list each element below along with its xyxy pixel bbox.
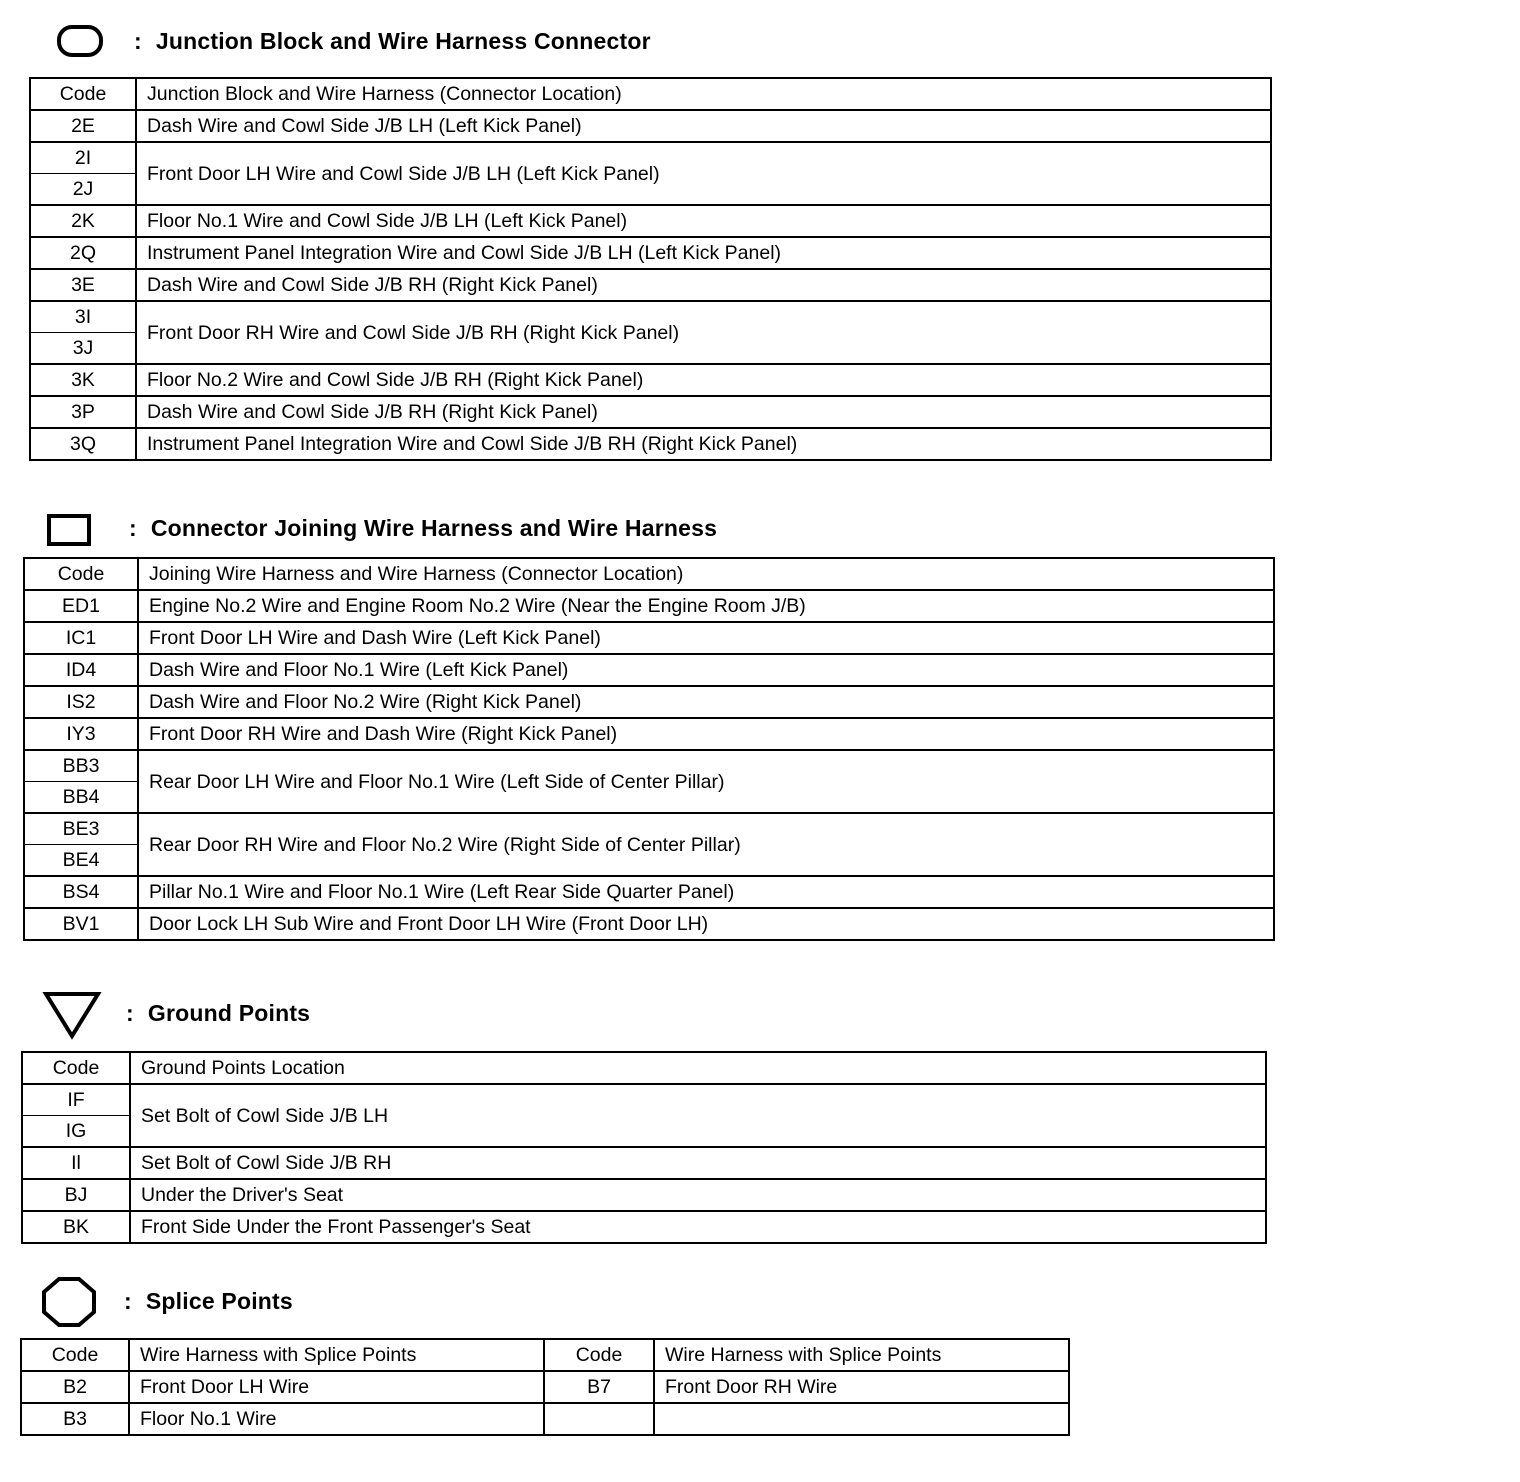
table-row [22,1211,1266,1243]
table-header-row [22,1052,1266,1084]
connector-table [23,557,1275,941]
table-row [22,1179,1266,1211]
code-cell: 2I [30,142,136,174]
column-header-description: Wire Harness with Splice Points [654,1339,1069,1371]
description-cell: Instrument Panel Integration Wire and Cowl Side J/B LH (Left Kick Panel) [136,237,1271,269]
table-header-row [24,558,1274,590]
table-row [22,1147,1266,1179]
junction-section-title: : Junction Block and Wire Harness Connector [134,27,651,54]
column-header-code: Code [22,1052,130,1084]
description-cell [654,1403,1069,1435]
octagon-icon [40,1276,98,1328]
table-row [24,718,1274,750]
description-cell: Instrument Panel Integration Wire and Cowl Side J/B RH (Right Kick Panel) [136,428,1271,460]
table-row [30,269,1271,301]
table-row [24,622,1274,654]
table-row [24,876,1274,908]
code-cell: BS4 [24,876,138,908]
description-cell: Dash Wire and Cowl Side J/B RH (Right Kick Panel) [136,269,1271,301]
description-cell: Front Door RH Wire and Cowl Side J/B RH (Right Kick Panel) [136,301,1271,364]
table-row [24,908,1274,940]
column-header-description: Junction Block and Wire Harness (Connector Location) [136,78,1271,110]
code-cell: IY3 [24,718,138,750]
table-row [30,301,1271,333]
table-row [21,1371,1069,1403]
code-cell: 3K [30,364,136,396]
rounded-rectangle-icon [56,24,104,58]
code-cell: B2 [21,1371,129,1403]
column-header-code: Code [21,1339,129,1371]
code-cell: BV1 [24,908,138,940]
table-header-row [30,78,1271,110]
code-cell: IC1 [24,622,138,654]
triangle-down-icon [42,990,102,1040]
table-row [30,428,1271,460]
table-header-row [21,1339,1069,1371]
description-cell: Engine No.2 Wire and Engine Room No.2 Wire (Near the Engine Room J/B) [138,590,1274,622]
column-header-code: Code [30,78,136,110]
code-cell: BK [22,1211,130,1243]
description-cell: Under the Driver's Seat [130,1179,1266,1211]
description-cell: Front Door LH Wire and Dash Wire (Left Kick Panel) [138,622,1274,654]
connector-section-title: : Connector Joining Wire Harness and Wire Harness [129,514,718,541]
code-cell: B7 [544,1371,654,1403]
description-cell: Rear Door LH Wire and Floor No.1 Wire (Left Side of Center Pillar) [138,750,1274,813]
code-cell: 3J [30,333,136,365]
table-row [30,142,1271,174]
table-row [30,110,1271,142]
column-header-description: Ground Points Location [130,1052,1266,1084]
table-row [22,1084,1266,1116]
description-cell: Front Door RH Wire and Dash Wire (Right Kick Panel) [138,718,1274,750]
code-cell: 2K [30,205,136,237]
table-row [24,590,1274,622]
description-cell: Set Bolt of Cowl Side J/B LH [130,1084,1266,1147]
description-cell: Rear Door RH Wire and Floor No.2 Wire (Right Side of Center Pillar) [138,813,1274,876]
code-cell: 2J [30,174,136,206]
code-cell: BJ [22,1179,130,1211]
description-cell: Front Door LH Wire and Cowl Side J/B LH (Left Kick Panel) [136,142,1271,205]
code-cell: 2E [30,110,136,142]
code-cell: BB4 [24,782,138,814]
description-cell: Dash Wire and Cowl Side J/B RH (Right Kick Panel) [136,396,1271,428]
column-header-description: Wire Harness with Splice Points [129,1339,544,1371]
code-cell: ID4 [24,654,138,686]
description-cell: Set Bolt of Cowl Side J/B RH [130,1147,1266,1179]
junction-table [29,77,1272,461]
code-cell: BE4 [24,845,138,877]
table-row [24,750,1274,782]
table-row [21,1403,1069,1435]
table-row [30,396,1271,428]
description-cell: Pillar No.1 Wire and Floor No.1 Wire (Left Rear Side Quarter Panel) [138,876,1274,908]
code-cell: ED1 [24,590,138,622]
column-header-code: Code [544,1339,654,1371]
description-cell: Dash Wire and Cowl Side J/B LH (Left Kick Panel) [136,110,1271,142]
code-cell: 3Q [30,428,136,460]
rectangle-icon [46,513,92,547]
code-cell: Il [22,1147,130,1179]
ground-section-title: : Ground Points [126,999,311,1026]
code-cell: IS2 [24,686,138,718]
description-cell: Dash Wire and Floor No.1 Wire (Left Kick Panel) [138,654,1274,686]
code-cell [544,1403,654,1435]
table-row [30,237,1271,269]
code-cell: 3P [30,396,136,428]
table-row [24,686,1274,718]
description-cell: Dash Wire and Floor No.2 Wire (Right Kick Panel) [138,686,1274,718]
table-row [30,205,1271,237]
description-cell: Floor No.1 Wire [129,1403,544,1435]
ground-table [21,1051,1267,1244]
code-cell: BB3 [24,750,138,782]
table-row [24,813,1274,845]
code-cell: BE3 [24,813,138,845]
code-cell: 2Q [30,237,136,269]
code-cell: B3 [21,1403,129,1435]
splice-section-title: : Splice Points [124,1287,293,1314]
code-cell: 3I [30,301,136,333]
description-cell: Front Side Under the Front Passenger's Seat [130,1211,1266,1243]
code-cell: 3E [30,269,136,301]
column-header-code: Code [24,558,138,590]
description-cell: Front Door LH Wire [129,1371,544,1403]
table-row [24,654,1274,686]
splice-table [20,1338,1070,1436]
code-cell: IG [22,1116,130,1148]
description-cell: Floor No.2 Wire and Cowl Side J/B RH (Right Kick Panel) [136,364,1271,396]
description-cell: Floor No.1 Wire and Cowl Side J/B LH (Left Kick Panel) [136,205,1271,237]
description-cell: Door Lock LH Sub Wire and Front Door LH Wire (Front Door LH) [138,908,1274,940]
code-cell: IF [22,1084,130,1116]
table-row [30,364,1271,396]
description-cell: Front Door RH Wire [654,1371,1069,1403]
column-header-description: Joining Wire Harness and Wire Harness (Connector Location) [138,558,1274,590]
